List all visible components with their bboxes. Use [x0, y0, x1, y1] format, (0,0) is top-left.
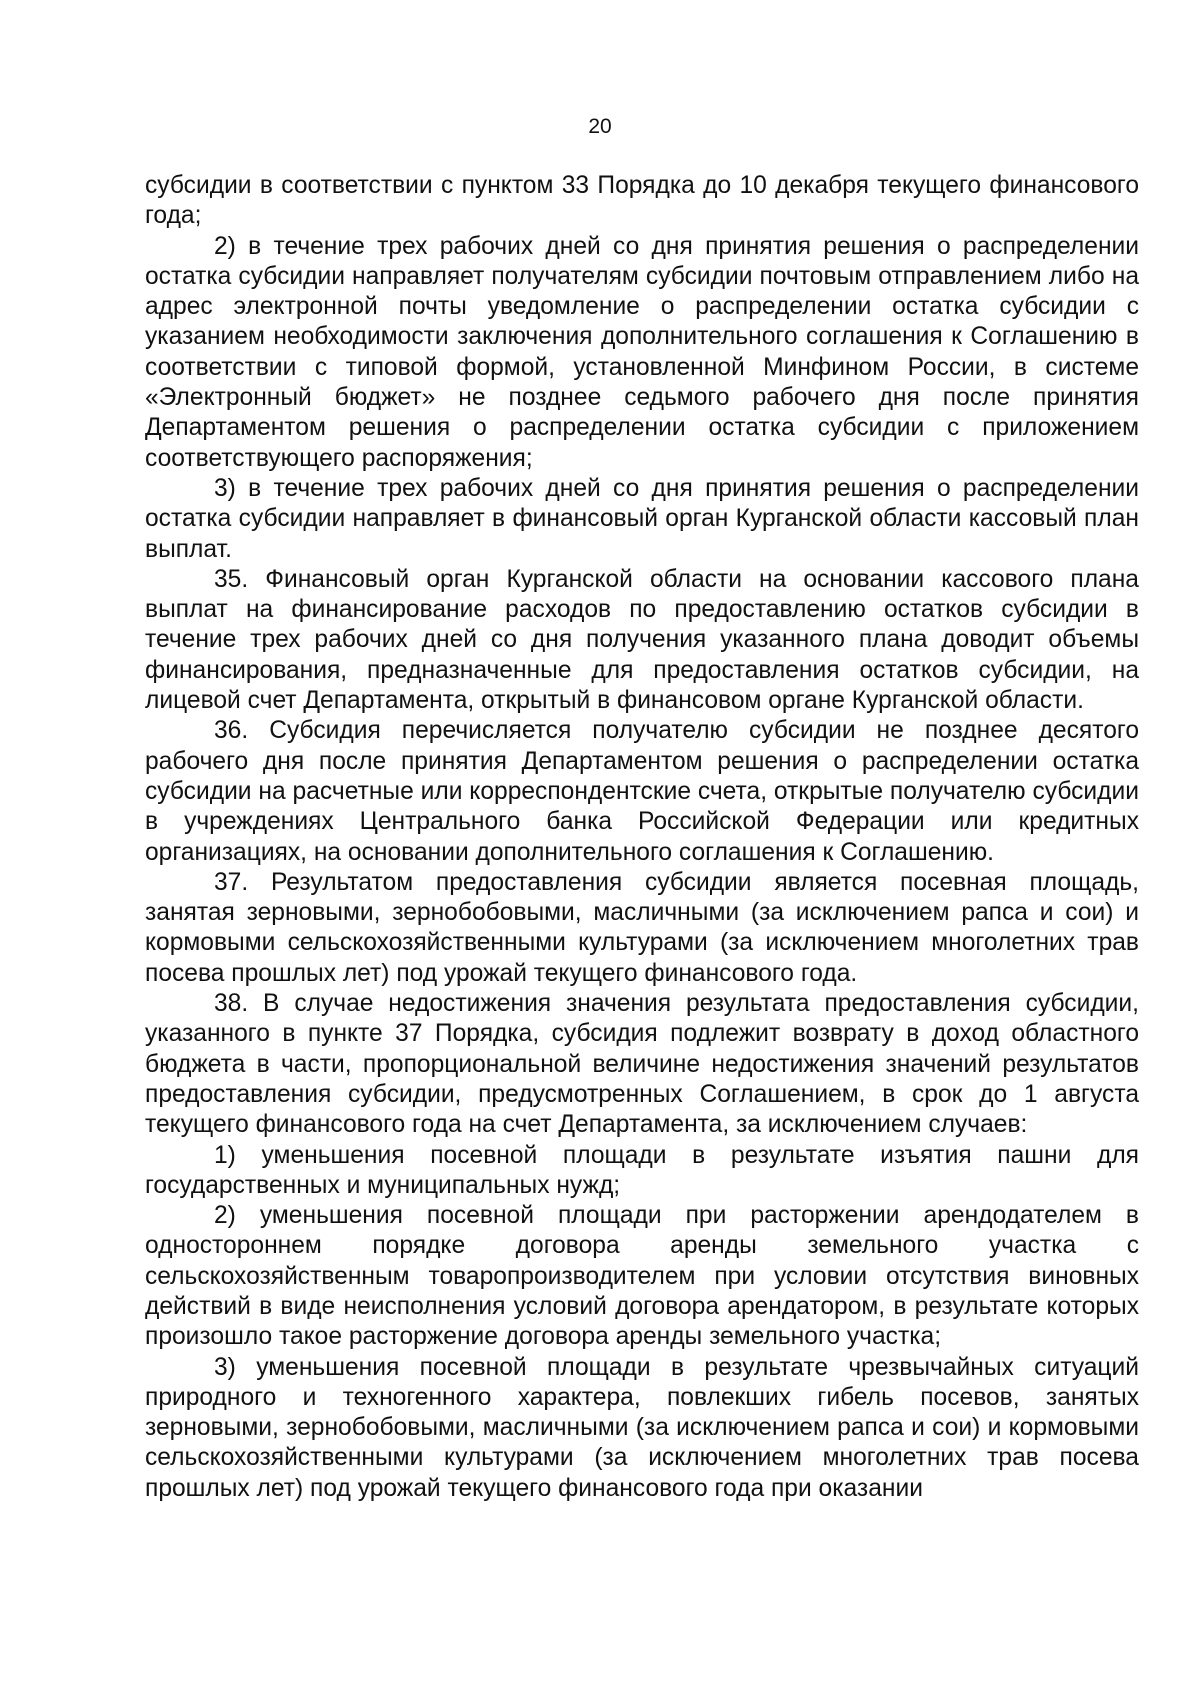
paragraph-38-refund: 38. В случае недостижения значения результата предоставления субсидии, указанного в пункте 37 Порядка, субсидия подлежит возврату в доход областного бюджета в части, пропорциональной величине недостижения значений результатов предоставления субсидии, предусмотренных Соглашением, в срок до 1 августа текущего финансового года на счет Департамента, за исключением случаев:	[145, 990, 1139, 1139]
paragraph-37-result: 37. Результатом предоставления субсидии является посевная площадь, занятая зерновыми, зернобобовыми, масличными (за исключением рапса и сои) и кормовыми сельскохозяйственными культурами (за исключением многолетних трав посева прошлых лет) под урожай текущего финансового года.	[145, 868, 1139, 987]
paragraph-exception-3: 3) уменьшения посевной площади в результате чрезвычайных ситуаций природного и техногенного характера, повлекших гибель посевов, занятых зерновыми, зернобобовыми, масличными (за исключением рапса и сои) и кормовыми сельскохозяйственными культурами (за исключением многолетних трав посева прошлых лет) под урожай текущего финансового года при оказании	[145, 1353, 1139, 1502]
document-body	[145, 171, 1139, 1504]
paragraph-exception-2: 2) уменьшения посевной площади при расторжении арендодателем в одностороннем порядке договора аренды земельного участка с сельскохозяйственным товаропроизводителем при условии отсутствия виновных действий в виде неисполнения условий договора арендатором, в результате которых произошло такое расторжение договора аренды земельного участка;	[145, 1202, 1139, 1351]
paragraph-exception-1: 1) уменьшения посевной площади в результате изъятия пашни для государственных и муниципальных нужд;	[145, 1141, 1139, 1199]
paragraph-item-2-notification: 2) в течение трех рабочих дней со дня принятия решения о распределении остатка субсидии направляет получателям субсидии почтовым отправлением либо на адрес электронной почты уведомление о распределении остатка субсидии с указанием необходимости заключения дополнительного соглашения к Соглашению в соответствии с типовой формой, установленной Минфином России, в системе «Электронный бюджет» не позднее седьмого рабочего дня после принятия Департаментом решения о распределении остатка субсидии с приложением соответствующего распоряжения;	[145, 232, 1139, 472]
page-number: 20	[588, 115, 612, 138]
paragraph-subsidy-deadline: субсидии в соответствии с пунктом 33 Порядка до 10 декабря текущего финансового года;	[145, 172, 1139, 230]
paragraph-35-financial-body: 35. Финансовый орган Курганской области на основании кассового плана выплат на финансирование расходов по предоставлению остатков субсидии в течение трех рабочих дней со дня получения указанного плана доводит объемы финансирования, предназначенные для предоставления остатков субсидии, на лицевой счет Департамента, открытый в финансовом органе Курганской области.	[145, 565, 1139, 715]
paragraph-36-transfer: 36. Субсидия перечисляется получателю субсидии не позднее десятого рабочего дня после принятия Департаментом решения о распределении остатка субсидии на расчетные или корреспондентские счета, открытые получателю субсидии в учреждениях Центрального банка Российской Федерации или кредитных организациях, на основании дополнительного соглашения к Соглашению.	[145, 717, 1139, 866]
paragraph-item-3-cash-plan: 3) в течение трех рабочих дней со дня принятия решения о распределении остатка субсидии направляет в финансовый орган Курганской области кассовый план выплат.	[145, 474, 1139, 563]
